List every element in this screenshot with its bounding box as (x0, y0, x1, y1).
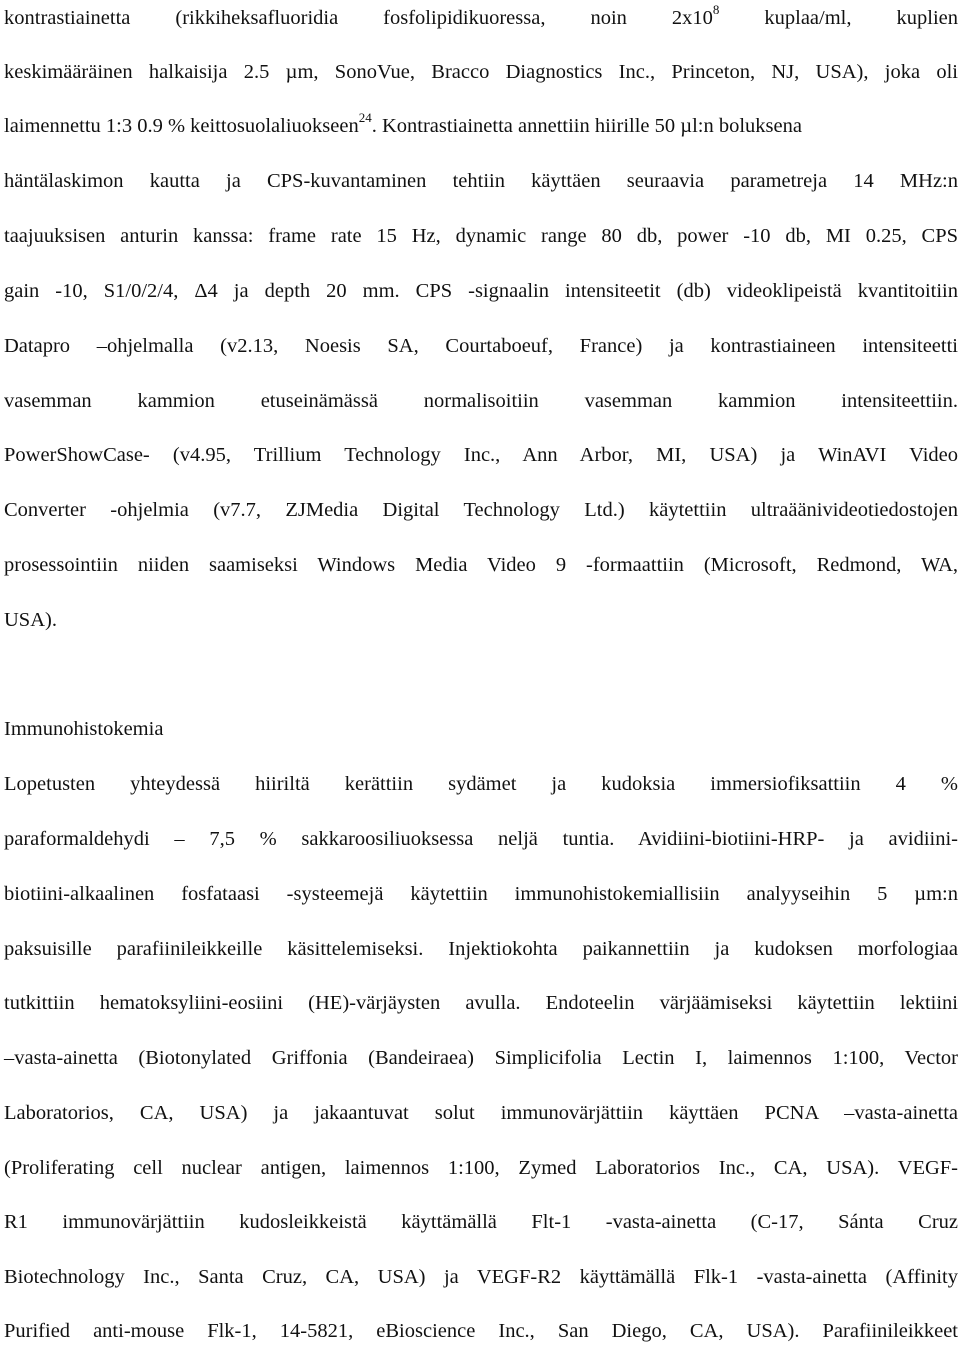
text-line: Purified anti-mouse Flk-1, 14-5821, eBioscience Inc., San Diego, CA, USA). Parafiinileikkeet (4, 1320, 958, 1342)
text-line: Datapro –ohjelmalla (v2.13, Noesis SA, Courtaboeuf, France) ja kontrastiaineen intensiteetti (4, 335, 958, 357)
text-line: Laboratorios, CA, USA) ja jakaantuvat solut immunovärjättiin käyttäen PCNA –vasta-ainetta (4, 1102, 958, 1124)
text-line-content: laimennettu 1:3 0.9 % keittosuolaliuokseen (4, 115, 359, 137)
text-line: Biotechnology Inc., Santa Cruz, CA, USA) ja VEGF-R2 käyttämällä Flk-1 -vasta-ainetta (Affinity (4, 1266, 958, 1288)
text-line: R1 immunovärjättiin kudosleikkeistä käyttämällä Flt-1 -vasta-ainetta (C-17, Sánta Cruz (4, 1211, 958, 1233)
text-line: paksuisille parafiinileikkeille käsittelemiseksi. Injektiokohta paikannettiin ja kudoksen morfologiaa (4, 938, 958, 960)
text-line: biotiini-alkaalinen fosfataasi -systeemejä käytettiin immunohistokemiallisiin analyyseihin 5 µm:n (4, 883, 958, 905)
text-line-content: . Kontrastiainetta annettiin hiirille 50 µl:n boluksena (371, 115, 802, 137)
text-line: gain -10, S1/0/2/4, Δ4 ja depth 20 mm. CPS -signaalin intensiteetit (db) videoklipeistä kvantitoitiin (4, 280, 958, 302)
text-line: keskimääräinen halkaisija 2.5 µm, SonoVue, Bracco Diagnostics Inc., Princeton, NJ, USA), joka oli (4, 61, 958, 83)
section-heading: Immunohistokemia (4, 718, 164, 740)
text-line: (Proliferating cell nuclear antigen, laimennos 1:100, Zymed Laboratorios Inc., CA, USA). VEGF- (4, 1157, 958, 1179)
text-line: PowerShowCase- (v4.95, Trillium Technology Inc., Ann Arbor, MI, USA) ja WinAVI Video (4, 444, 958, 466)
text-line: häntälaskimon kautta ja CPS-kuvantaminen tehtiin käyttäen seuraavia parametreja 14 MHz:n (4, 170, 958, 192)
text-line (4, 111, 958, 141)
text-line: Lopetusten yhteydessä hiiriltä kerättiin sydämet ja kudoksia immersiofiksattiin 4 % (4, 773, 958, 795)
text-line: Converter -ohjelmia (v7.7, ZJMedia Digital Technology Ltd.) käytettiin ultraäänivideotiedostojen (4, 499, 958, 521)
text-line: USA). (4, 609, 57, 631)
text-line: paraformaldehydi – 7,5 % sakkaroosiliuoksessa neljä tuntia. Avidiini-biotiini-HRP- ja avidiini- (4, 828, 958, 850)
text-line: taajuuksisen anturin kanssa: frame rate 15 Hz, dynamic range 80 db, power -10 db, MI 0.25, CPS (4, 225, 958, 247)
text-line (4, 3, 958, 33)
superscript: 24 (358, 110, 372, 125)
text-line: –vasta-ainetta (Biotonylated Griffonia (Bandeiraea) Simplicifolia Lectin I, laimennos 1:100, Vector (4, 1047, 958, 1069)
text-line: tutkittiin hematoksyliini-eosiini (HE)-värjäysten avulla. Endoteelin värjäämiseksi käytettiin lektiini (4, 992, 958, 1014)
text-line: vasemman kammion etuseinämässä normalisoitiin vasemman kammion intensiteettiin. (4, 390, 958, 412)
superscript: 8 (712, 2, 720, 17)
text-line-content: kuplaa/ml, kuplien (764, 7, 958, 29)
text-line: prosessointiin niiden saamiseksi Windows Media Video 9 -formaattiin (Microsoft, Redmond, WA, (4, 554, 958, 576)
text-line-content: kontrastiainetta (rikkiheksafluoridia fosfolipidikuoressa, noin 2x10 (4, 7, 713, 29)
